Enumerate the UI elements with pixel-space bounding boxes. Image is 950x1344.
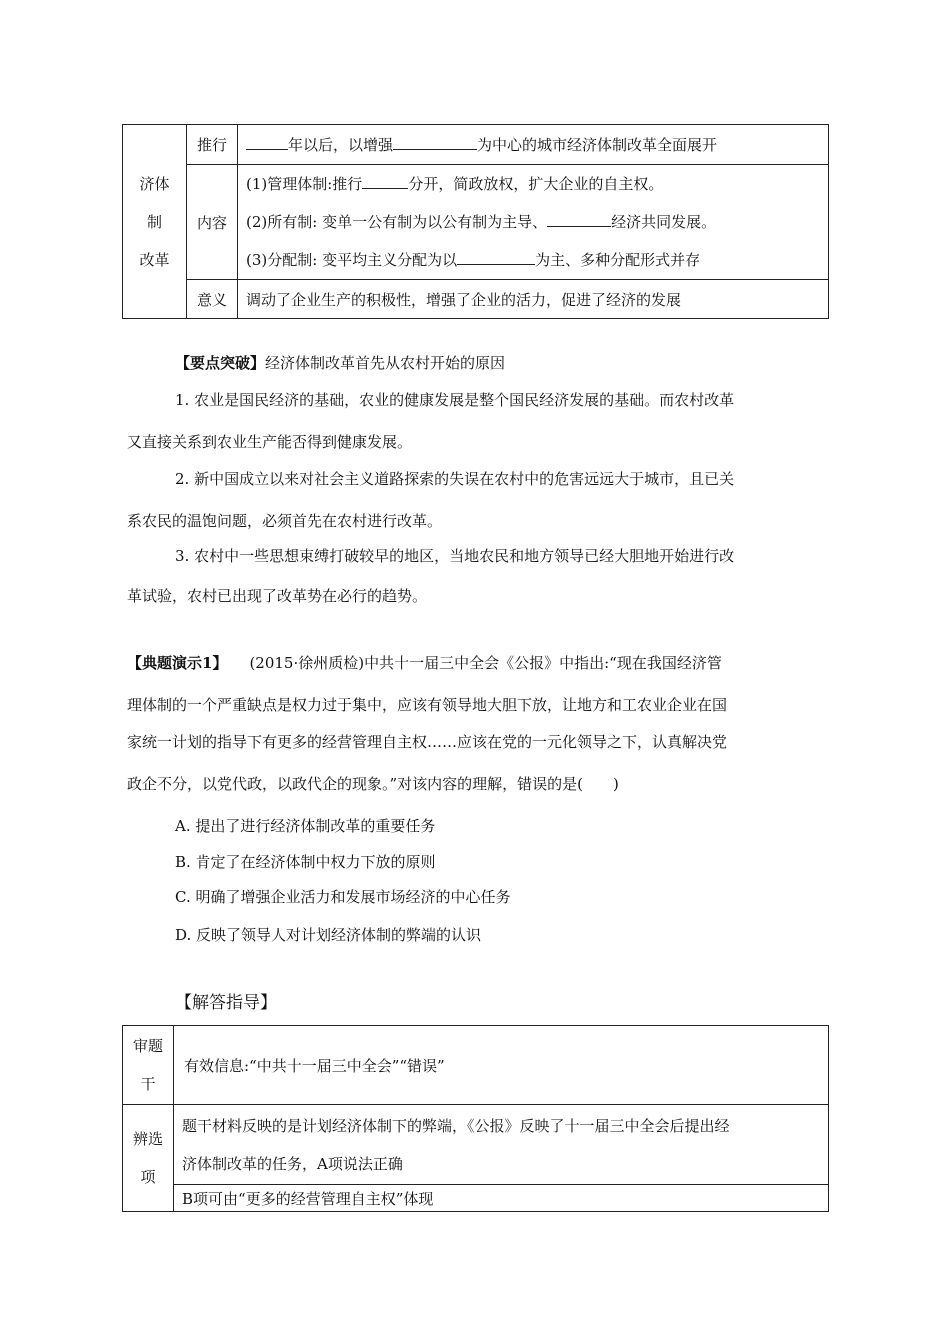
table-row bbox=[123, 125, 829, 165]
category-cell bbox=[123, 125, 187, 319]
option-b: B. 肯定了在经济体制中权力下放的原则 bbox=[175, 853, 436, 871]
row-label: 辨选 项 bbox=[123, 1105, 174, 1212]
option-d: D. 反映了领导人对计划经济体制的弊端的认识 bbox=[175, 926, 482, 944]
content-line: (2)所有制: 变单一公有制为以公有制为主导、 经济共同发展。 bbox=[246, 213, 717, 231]
option-c: C. 明确了增强企业活力和发展市场经济的中心任务 bbox=[175, 888, 511, 906]
answer-guide-table bbox=[122, 1025, 829, 1212]
row-label: 意义 bbox=[187, 280, 238, 319]
guide-heading: 【解答指导】 bbox=[175, 993, 277, 1013]
table-row bbox=[123, 280, 829, 319]
row-content: 有效信息:“中共十一届三中全会”“错误” bbox=[174, 1026, 829, 1105]
row-content: 调动了企业生产的积极性，增强了企业的活力，促进了经济的发展 bbox=[238, 280, 829, 319]
row-label: 推行 bbox=[187, 125, 238, 165]
category-line: 改革 bbox=[139, 250, 170, 269]
row-label: 内容 bbox=[187, 165, 238, 280]
fill-blank[interactable] bbox=[246, 135, 288, 150]
key-point-line: 3. 农村中一些思想束缚打破较早的地区，当地农民和地方领导已经大胆地开始进行改 bbox=[175, 547, 735, 565]
content-line: (1)管理体制:推行 分开，简政放权，扩大企业的自主权。 bbox=[246, 175, 664, 193]
fill-blank[interactable] bbox=[362, 174, 408, 189]
example-line: 政企不分，以党代政，以政代企的现象。”对该内容的理解，错误的是( ) bbox=[127, 775, 619, 793]
key-point-line: 系农民的温饱问题，必须首先在农村进行改革。 bbox=[127, 512, 443, 530]
row-content bbox=[238, 165, 829, 280]
key-point-line: 又直接关系到农业生产能否得到健康发展。 bbox=[127, 433, 413, 451]
row-content: B项可由“更多的经营管理自主权”体现 bbox=[174, 1185, 829, 1212]
example-line: 【典题演示1】 (2015·徐州质检)中共十一届三中全会《公报》中指出:“现在我国经济管 bbox=[127, 654, 722, 672]
text-segment: 为中心的城市经济体制改革全面展开 bbox=[477, 136, 718, 154]
fill-blank[interactable] bbox=[547, 212, 611, 227]
table-row bbox=[123, 1185, 829, 1212]
text-segment: 年以后，以增强 bbox=[288, 136, 394, 154]
table-row bbox=[123, 1105, 829, 1185]
content-line: (3)分配制: 变平均主义分配为以 为主、多种分配形式并存 bbox=[246, 251, 701, 269]
category-line: 制 bbox=[146, 212, 162, 231]
row-label: 审题 干 bbox=[123, 1026, 174, 1105]
key-points-heading: 【要点突破】经济体制改革首先从农村开始的原因 bbox=[175, 354, 506, 372]
fill-blank[interactable] bbox=[457, 250, 535, 265]
key-point-line: 2. 新中国成立以来对社会主义道路探索的失误在农村中的危害远远大于城市，且已关 bbox=[175, 470, 735, 488]
example-line: 家统一计划的指导下有更多的经营管理自主权……应该在党的一元化领导之下，认真解决党 bbox=[127, 733, 728, 751]
fill-blank[interactable] bbox=[393, 135, 477, 150]
category-line: 济体 bbox=[139, 174, 170, 193]
key-point-line: 革试验，农村已出现了改革势在必行的趋势。 bbox=[127, 587, 428, 605]
option-a: A. 提出了进行经济体制改革的重要任务 bbox=[175, 817, 436, 835]
economic-reform-table bbox=[122, 124, 829, 319]
row-content bbox=[238, 125, 829, 165]
row-content: 题干材料反映的是计划经济体制下的弊端，《公报》反映了十一届三中全会后提出经 济体制改革的任务，A项说法正确 bbox=[174, 1105, 829, 1185]
key-point-line: 1. 农业是国民经济的基础，农业的健康发展是整个国民经济发展的基础。而农村改革 bbox=[175, 391, 735, 409]
example-line: 理体制的一个严重缺点是权力过于集中，应该有领导地大胆下放，让地方和工农业企业在国 bbox=[127, 696, 728, 714]
table-row bbox=[123, 1026, 829, 1105]
table-row bbox=[123, 165, 829, 280]
